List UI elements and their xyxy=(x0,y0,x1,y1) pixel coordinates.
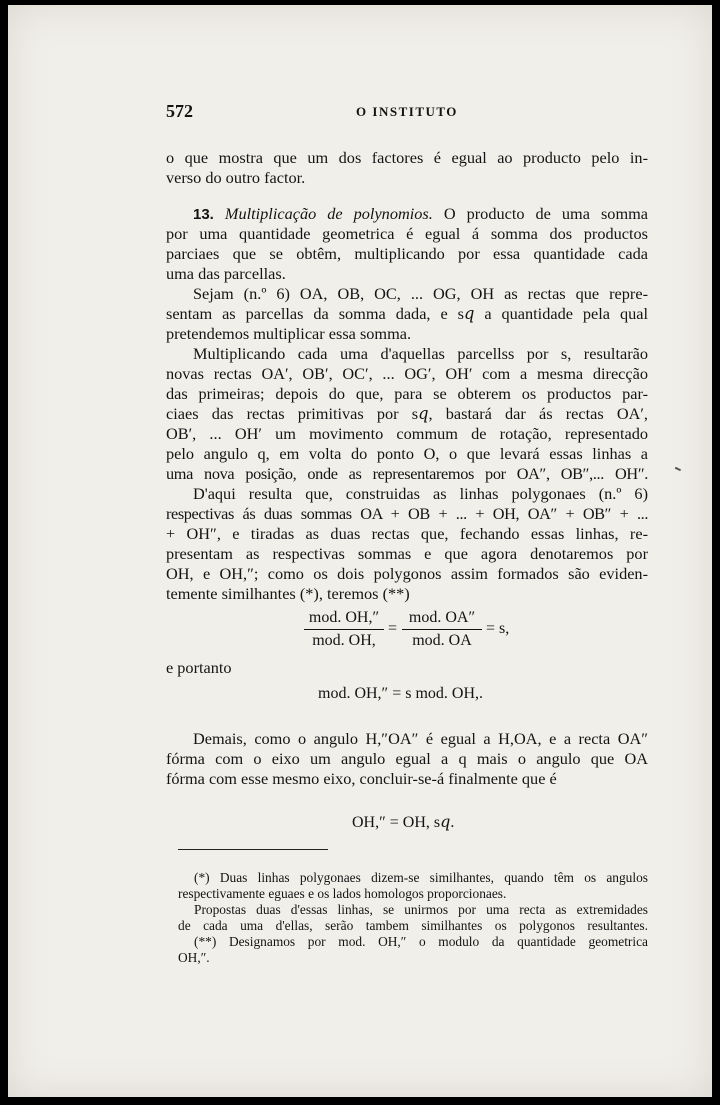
equals-sign: = xyxy=(388,620,398,637)
text-line: uma das parcellas. xyxy=(166,264,286,283)
equation-ratio xyxy=(304,609,544,659)
section-number: 13. xyxy=(193,206,214,223)
fraction-left xyxy=(304,609,384,650)
text-line: novas rectas OA′, OB′, OC′, ... OG′, OH′ com a mesma direcção xyxy=(166,364,648,383)
footnote-line: (*) Duas linhas polygonaes dizem-se similhantes, quando têm os angulos xyxy=(194,870,648,885)
text-line: + OH″, e tiradas as duas rectas que, fechando essas linhas, re- xyxy=(166,524,648,543)
section-title: Multiplicação de polynomios. xyxy=(224,204,433,223)
footnote-line: (**) Designamos por mod. OH,″ o modulo da quantidade geometrica xyxy=(194,934,648,949)
fraction-numerator: mod. OA″ xyxy=(402,609,482,630)
text-line: verso do outro factor. xyxy=(166,168,306,187)
equation-modulus: mod. OH,″ = s mod. OH,. xyxy=(318,685,484,702)
equation-final: OH,″ = OH, s𝑞. xyxy=(352,814,455,831)
text-line: pretendemos multiplicar essa somma. xyxy=(166,324,412,343)
text-line: das primeiras; depois do que, para se obterem os productos par- xyxy=(166,384,648,403)
text-line: o que mostra que um dos factores é egual ao producto pelo in- xyxy=(166,148,648,167)
footnote-line: Propostas duas d'essas linhas, se unirmos por uma recta as extremidades xyxy=(194,902,648,917)
text-line: fórma com o eixo um angulo egual a q mais o angulo que OA xyxy=(166,749,648,768)
text-line: por uma quantidade geometrica é egual á somma dos productos xyxy=(166,224,648,243)
text-line: OB′, ... OH′ um movimento commum de rotação, representado xyxy=(166,424,648,443)
text-line: e portanto xyxy=(166,658,232,677)
text-line: sentam as parcellas da somma dada, e s𝑞 a quantidade pela qual xyxy=(166,304,648,323)
text-line: parciaes que se obtêm, multiplicando por essa quantidade cada xyxy=(166,244,648,263)
page-number: 572 xyxy=(166,101,193,121)
footnote-line: de cada uma d'ellas, serão tambem similhantes os polygonos resultantes. xyxy=(178,918,648,933)
page-header xyxy=(166,101,648,123)
text-line: pelo angulo q, em volta do ponto O, o que levará essas linhas a xyxy=(166,444,648,463)
text-line: OH, e OH,″; como os dois polygonos assim formados são eviden- xyxy=(166,564,648,583)
text-line: D'aqui resulta que, construidas as linhas polygonaes (n.º 6) xyxy=(193,484,648,503)
text-line: presentam as respectivas sommas e que agora denotaremos por xyxy=(166,544,648,563)
fraction-denominator: mod. OA xyxy=(412,632,472,649)
text-line: ciaes das rectas primitivas por s𝑞, bastará dar ás rectas OA′, xyxy=(166,404,648,423)
section-heading-line xyxy=(193,204,648,225)
margin-mark xyxy=(675,467,681,471)
equation-tail: = s, xyxy=(486,620,510,637)
section-text: O producto de uma somma xyxy=(443,204,648,223)
running-head: O INSTITUTO xyxy=(356,104,458,119)
footnote-rule xyxy=(178,849,328,850)
fraction-right xyxy=(402,609,482,650)
fraction-denominator: mod. OH, xyxy=(312,632,376,649)
book-page xyxy=(8,5,712,1097)
footnote-line: OH,″. xyxy=(178,950,210,965)
text-line: fórma com esse mesmo eixo, concluir-se-á finalmente que é xyxy=(166,769,557,788)
text-line: Demais, como o angulo H,″OA″ é egual a H,OA, e a recta OA″ xyxy=(193,729,648,748)
fraction-numerator: mod. OH,″ xyxy=(304,609,384,630)
text-line: Multiplicando cada uma d'aquellas parcellss por s, resultarão xyxy=(193,344,648,363)
footnote-line: respectivamente eguaes e os lados homologos proporcionaes. xyxy=(178,886,507,901)
text-line: respectivas ás duas sommas OA + OB + ... + OH, OA″ + OB″ + ... xyxy=(166,504,648,523)
text-line: uma nova posição, onde as representaremos por OA″, OB″,... OH″. xyxy=(166,464,648,483)
text-line: Sejam (n.º 6) OA, OB, OC, ... OG, OH as rectas que repre- xyxy=(193,284,648,303)
text-line: temente similhantes (*), teremos (**) xyxy=(166,584,410,603)
